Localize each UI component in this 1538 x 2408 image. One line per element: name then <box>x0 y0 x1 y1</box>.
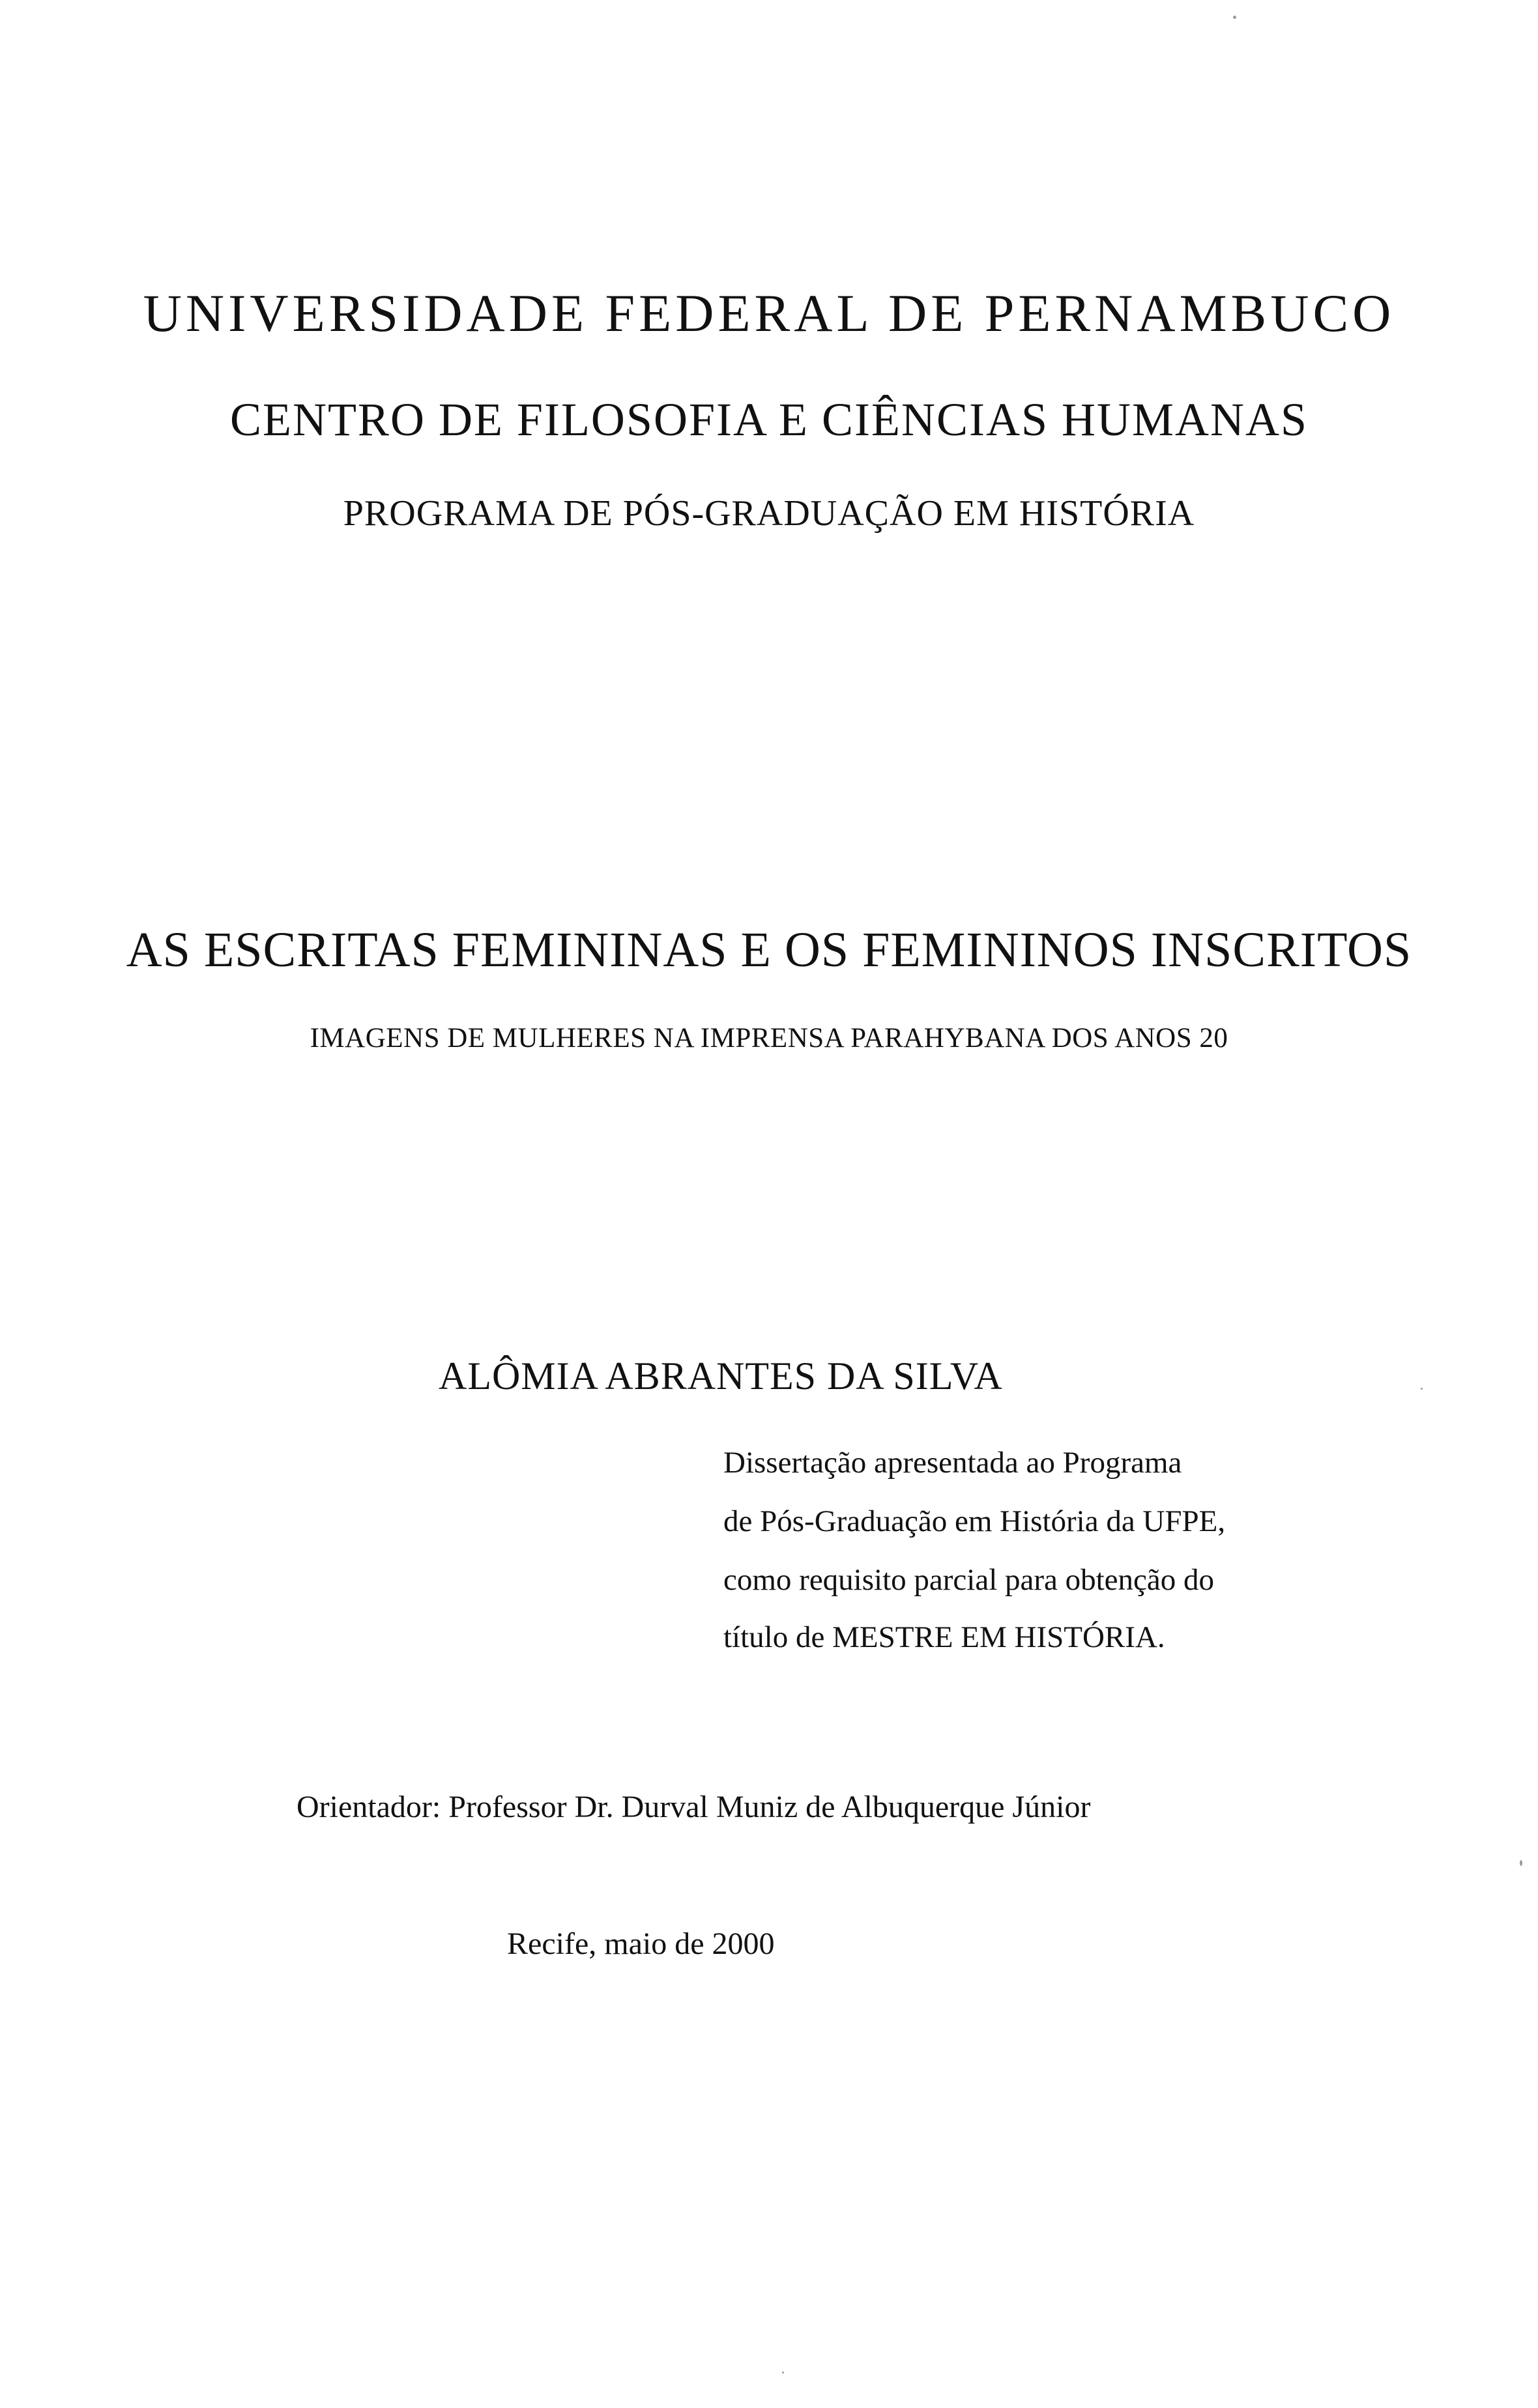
advisor: Orientador: Professor Dr. Durval Muniz de Albuquerque Júnior <box>297 1790 1091 1824</box>
author-name: ALÔMIA ABRANTES DA SILVA <box>439 1354 1003 1398</box>
scan-speck <box>1520 1860 1522 1866</box>
place-and-date: Recife, maio de 2000 <box>507 1927 775 1961</box>
university-name: UNIVERSIDADE FEDERAL DE PERNAMBUCO <box>143 283 1395 343</box>
description-line-2: de Pós-Graduação em História da UFPE, <box>723 1504 1226 1538</box>
scan-speck <box>1421 1388 1423 1390</box>
description-line-3: como requisito parcial para obtenção do <box>723 1563 1215 1597</box>
center-name: CENTRO DE FILOSOFIA E CIÊNCIAS HUMANAS <box>229 394 1309 446</box>
program-name: PROGRAMA DE PÓS-GRADUAÇÃO EM HISTÓRIA <box>343 493 1195 534</box>
dissertation-title: AS ESCRITAS FEMININAS E OS FEMININOS INSCRITOS <box>126 923 1412 977</box>
description-line-4: título de MESTRE EM HISTÓRIA. <box>723 1620 1165 1654</box>
scan-speck <box>782 2372 784 2373</box>
scan-speck <box>1233 16 1236 19</box>
dissertation-subtitle: IMAGENS DE MULHERES NA IMPRENSA PARAHYBANA DOS ANOS 20 <box>310 1023 1228 1054</box>
description-line-1: Dissertação apresentada ao Programa <box>723 1446 1182 1480</box>
